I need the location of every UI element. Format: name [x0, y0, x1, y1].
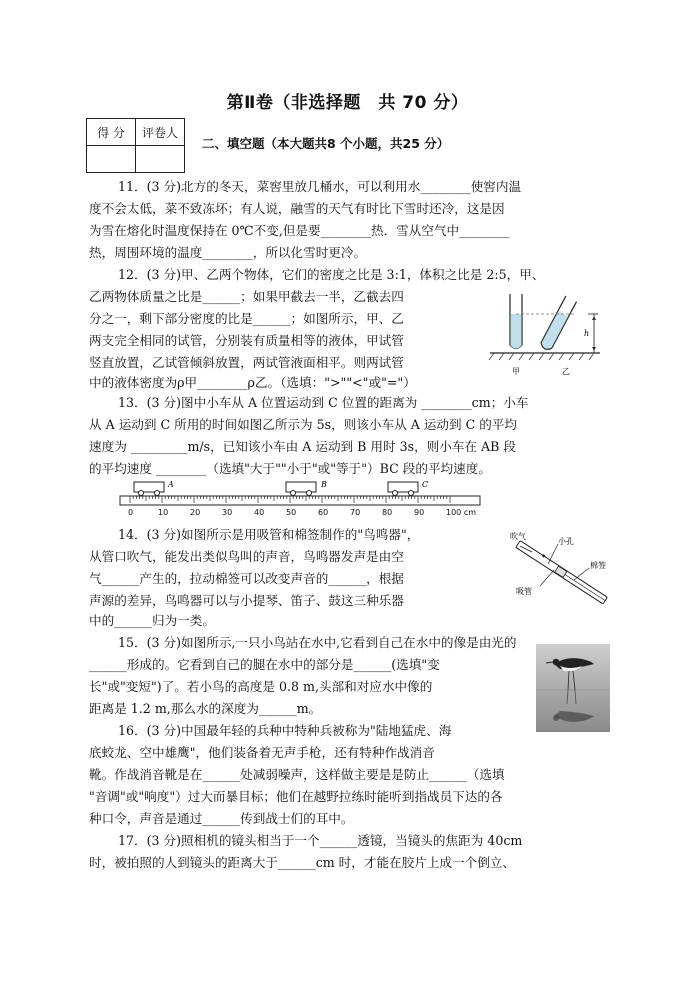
q12-line-1: 12．(3 分)甲、乙两个物体，它们的密度之比是 3:1，体积之比是 2:5，甲、 [118, 267, 545, 282]
grader-label: 评卷人 [136, 119, 185, 146]
section-heading: 二、填空题（本大题共8 个小题，共25 分） [202, 136, 450, 151]
position-b: B [321, 480, 327, 489]
q17-line-1: 17．(3 分)照相机的镜头相当于一个______透镜，当镜头的焦距为 40cm [118, 833, 523, 848]
fig-label-h: h [584, 329, 590, 338]
q16-line-3: 靴。作战消音靴是在______处减弱噪声，这样做主要是是防止______（选填 [89, 767, 505, 782]
ruler-label: 40 [254, 508, 265, 517]
q14-line-3: 气______产生的，拉动棉签可以改变声音的______，根据 [89, 571, 404, 586]
q13-line-4: 的平均速度 ________（选填"大于""小于"或"等于"）BC 段的平均速度。 [89, 461, 491, 476]
q11-line-3: 为雪在熔化时温度保持在 0℃不变,但是要________热．雪从空气中________ [89, 223, 510, 238]
q15-line-1: 15．(3 分)如图所示,一只小鸟站在水中,它看到自己在水中的像是由光的 [118, 635, 517, 650]
ruler-label: 100 cm [446, 508, 477, 517]
q13-line-1: 13．(3 分)图中小车从 A 位置运动到 C 位置的距离为 ________cm；小车 [118, 395, 529, 410]
score-label: 得 分 [87, 119, 136, 146]
fig-label-hole: 小孔 [558, 537, 574, 546]
q14-line-5: 中的______归为一类。 [89, 613, 215, 628]
q14-line-1: 14．(3 分)如图所示是用吸管和棉签制作的"鸟鸣器"， [118, 527, 420, 542]
bird-whistle-figure [510, 528, 622, 610]
ruler-label: 30 [222, 508, 233, 517]
q12-line-2: 乙两物体质量之比是______；如果甲截去一半，乙截去四 [89, 289, 404, 304]
q11-line-4: 热，周围环境的温度________，所以化雪时更冷。 [89, 245, 367, 260]
position-c: C [422, 480, 429, 489]
fig-label-swab: 棉签 [590, 561, 606, 570]
q12-line-4: 两支完全相同的试管，分别装有质量相等的液体，甲试管 [89, 333, 404, 348]
ruler-label: 90 [414, 508, 425, 517]
ruler-label: 60 [318, 508, 329, 517]
score-cell [87, 146, 136, 173]
q17-line-2: 时，被拍照的人到镜头的距离大于______cm 时，才能在胶片上成一个倒立、 [89, 855, 515, 870]
q15-line-4: 距离是 1.2 m,那么水的深度为______m。 [89, 701, 322, 716]
ruler-label: 80 [382, 508, 393, 517]
q15-line-3: 长"或"变短")了。若小鸟的高度是 0.8 m,头部和对应水中像的 [89, 679, 433, 694]
q12-line-5: 竖直放置，乙试管倾斜放置，两试管液面相平。则两试管 [89, 355, 404, 370]
ruler-cart-figure [118, 474, 488, 518]
q11-line-1: 11．(3 分)北方的冬天，菜窖里放几桶水，可以利用水________使窖内温 [118, 179, 522, 194]
q16-line-1: 16．(3 分)中国最年轻的兵种中特种兵被称为"陆地猛虎、海 [118, 723, 452, 738]
ruler-label: 70 [350, 508, 361, 517]
ruler-label: 20 [190, 508, 201, 517]
page-title: 第Ⅱ卷（非选择题 共 70 分） [226, 93, 469, 113]
q15-line-2: ______形成的。它看到自己的腿在水中的部分是______(选填"变 [89, 657, 440, 672]
q12-line-6: 中的液体密度为ρ甲________ρ乙。（选填：">""<"或"="） [89, 375, 416, 390]
grader-cell [136, 146, 185, 173]
q16-line-5: 种口令，声音是通过______传到战士们的耳中。 [89, 811, 354, 826]
position-a: A [168, 480, 174, 489]
q14-line-4: 声源的差异，鸟鸣器可以与小提琴、笛子、鼓这三种乐器 [89, 593, 404, 608]
q12-line-3: 分之一，剩下部分密度的比是______；如图所示，甲、乙 [89, 311, 404, 326]
q13-line-3: 速度为 _________m/s，已知该小车由 A 运动到 B 用时 3s，则小车在 AB 段 [89, 439, 516, 454]
q13-line-2: 从 A 运动到 C 所用的时间如图乙所示为 5s，则该小车从 A 运动到 C 的平均 [89, 417, 517, 432]
q16-line-2: 底蛟龙、空中雄鹰"，他们装备着无声手枪，还有特种作战消音 [89, 745, 435, 760]
q16-line-4: "音调"或"响度"）过大而暴目标；他们在越野拉练时能听到指战员下达的各 [89, 789, 503, 804]
fig-label-tube-a: 甲 [512, 367, 520, 376]
fig-label-straw: 吸管 [516, 587, 532, 596]
ruler-label: 0 [128, 508, 134, 517]
score-table [86, 118, 185, 173]
ruler-label: 50 [286, 508, 297, 517]
fig-label-tube-b: 乙 [562, 367, 570, 376]
test-tubes-figure [488, 288, 608, 382]
ruler-label: 10 [158, 508, 169, 517]
q14-line-2: 从管口吹气，能发出类似鸟叫的声音，鸟鸣器发声是由空 [89, 549, 404, 564]
q11-line-2: 度不会太低，菜不致冻坏；有人说，融雪的天气有时比下雪时还冷，这是因 [89, 201, 505, 216]
fig-label-blow: 吹气 [510, 532, 526, 541]
bird-photo [536, 644, 610, 732]
